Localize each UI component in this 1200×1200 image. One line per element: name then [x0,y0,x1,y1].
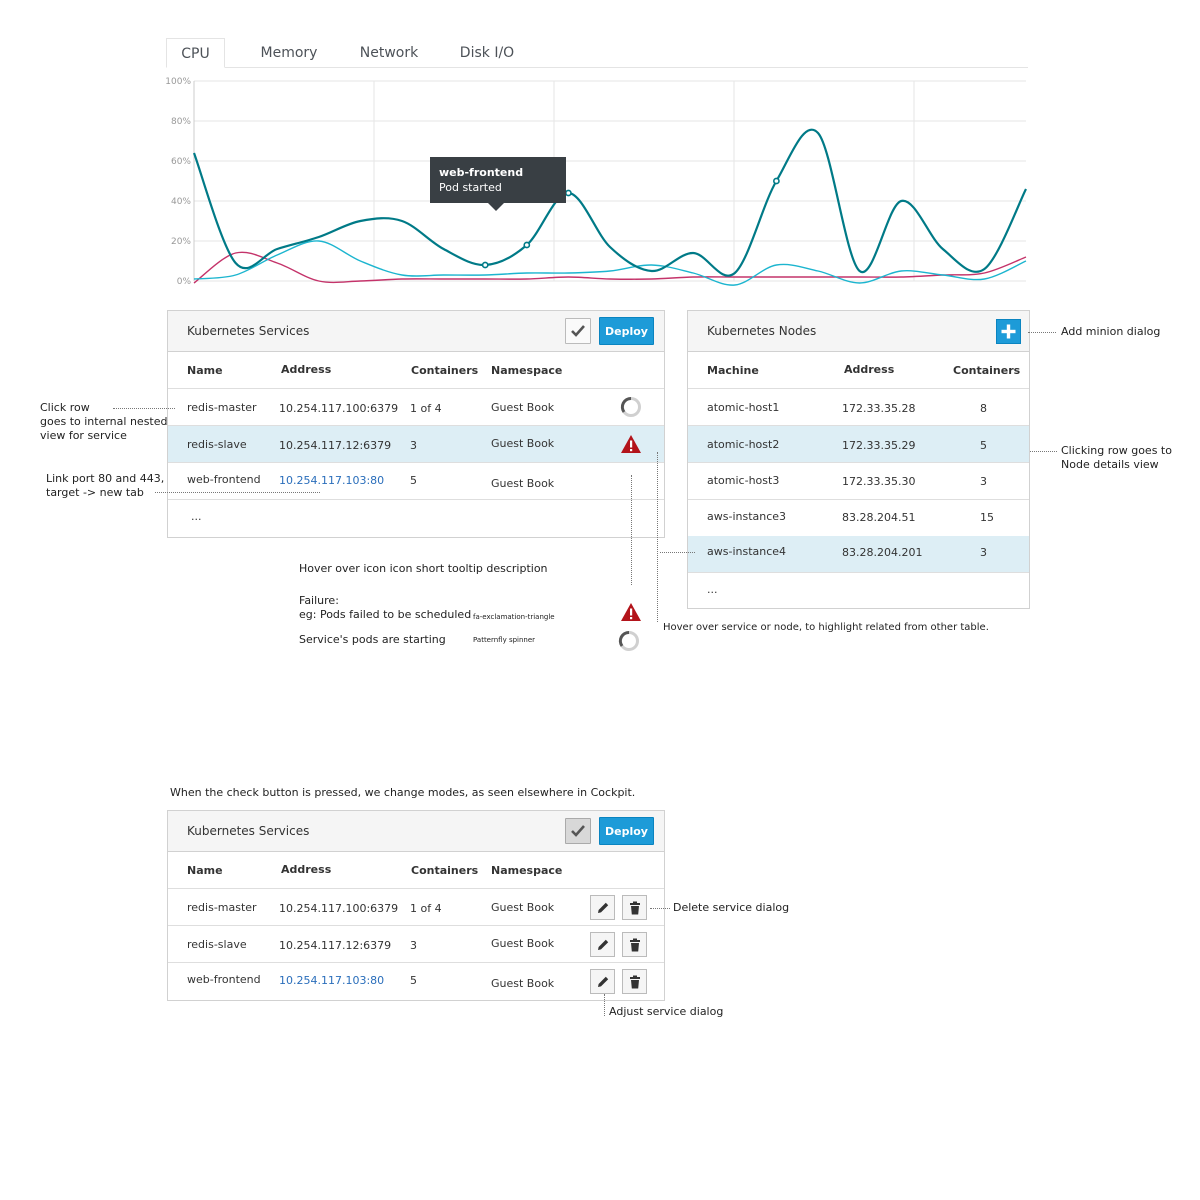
edit-button[interactable] [590,932,615,957]
table-row[interactable] [168,426,664,463]
tooltip-pointer [488,203,504,211]
cpu-usage-chart [160,72,1036,292]
annotation-node-row: Clicking row goes to [1061,444,1172,457]
service-address-link[interactable]: 10.254.117.103:80 [279,974,385,987]
service-address: 10.254.117.12:6379 [279,939,392,952]
annotation-starting: Service's pods are starting [299,633,446,646]
trash-icon [628,938,642,952]
annotation-leader [604,994,605,1016]
table-row[interactable] [688,426,1029,463]
series-line [194,130,1026,276]
plus-icon [1001,324,1016,339]
table-row[interactable] [688,500,1029,537]
check-icon [571,825,585,837]
col-machine: Machine [707,364,759,377]
annotation-leader [657,452,658,622]
delete-button[interactable] [622,895,647,920]
tooltip-text: Pod started [439,181,502,194]
pencil-icon [596,975,610,989]
service-containers: 3 [410,439,417,452]
node-address: 172.33.35.28 [842,402,916,415]
check-button[interactable] [565,318,591,344]
service-name: web-frontend [187,473,261,486]
table-row[interactable] [688,463,1029,500]
annotation-hover-icon: Hover over icon icon short tooltip description [299,562,548,575]
col-name: Name [187,364,223,377]
annotation-failure: Failure: [299,594,339,607]
service-namespace: Guest Book [491,401,555,414]
tab-cpu[interactable]: CPU [166,38,225,68]
annotation-delete-dialog: Delete service dialog [673,901,790,914]
table-row[interactable] [688,536,1029,573]
services-panel [167,310,665,538]
y-tick-label: 100% [165,77,191,87]
service-address: 10.254.117.12:6379 [279,439,392,452]
table-row[interactable] [168,963,664,999]
services-panel-header [168,311,664,352]
spinner-icon[interactable] [620,396,642,418]
spinner-icon [618,630,640,652]
annotation-link-port: Link port 80 and 443, [46,472,165,485]
node-address: 172.33.35.30 [842,475,916,488]
deploy-button[interactable]: Deploy [599,817,654,845]
trash-icon [628,901,642,915]
col-containers: Containers [411,364,479,377]
annotation-spinner-name: Patternfly spinner [473,636,536,644]
service-address-link[interactable]: 10.254.117.103:80 [279,474,385,487]
delete-button[interactable] [622,932,647,957]
annotation-leader [631,475,632,585]
node-machine: atomic-host1 [707,401,780,414]
delete-button[interactable] [622,969,647,994]
col-containers: Containers [411,864,479,877]
node-address: 83.28.204.201 [842,546,923,559]
node-containers: 15 [980,511,994,524]
chart-tooltip [430,157,566,203]
node-containers: 3 [980,546,987,559]
annotation-failure-icon-name: fa-exclamation-triangle [473,613,555,621]
node-containers: 8 [980,402,987,415]
annotation-leader [650,908,670,909]
annotation-check-mode: When the check button is pressed, we change modes, as seen elsewhere in Cockpit. [170,786,636,799]
node-machine: aws-instance3 [707,510,787,523]
event-marker [774,178,779,183]
table-row[interactable] [688,389,1029,426]
col-namespace: Namespace [491,364,563,377]
trash-icon [628,975,642,989]
tab-network[interactable]: Network [359,45,419,61]
col-address: Address [844,363,895,376]
annotation-node-row: Node details view [1061,458,1159,471]
y-tick-label: 40% [170,197,191,207]
col-address: Address [281,863,332,876]
table-row[interactable] [168,889,664,926]
exclamation-triangle-icon[interactable] [620,434,642,454]
col-containers: Containers [953,364,1021,377]
service-namespace: Guest Book [491,937,555,950]
services-panel-edit-mode [167,810,665,1001]
more-rows: ... [707,583,718,596]
tooltip-title: web-frontend [439,166,524,179]
service-containers: 1 of 4 [410,402,442,415]
service-name: redis-slave [187,438,247,451]
event-marker [566,190,571,195]
event-marker [483,262,488,267]
annotation-leader [1028,332,1056,333]
y-tick-label: 60% [170,157,191,167]
service-namespace: Guest Book [491,477,555,490]
more-rows: ... [191,510,202,523]
service-address: 10.254.117.100:6379 [279,402,399,415]
service-address: 10.254.117.100:6379 [279,902,399,915]
nodes-panel [687,310,1030,609]
annotation-link-port: target -> new tab [46,486,144,499]
table-row[interactable] [168,926,664,963]
exclamation-triangle-icon [620,602,642,622]
services-panel-header [168,811,664,852]
annotation-leader [660,552,695,553]
service-namespace: Guest Book [491,977,555,990]
series-line [194,252,1026,283]
event-marker [524,242,529,247]
col-address: Address [281,363,332,376]
service-containers: 3 [410,939,417,952]
panel-title: Kubernetes Services [187,824,310,838]
annotation-click-row: goes to internal nested [40,415,168,428]
edit-button[interactable] [590,969,615,994]
table-row[interactable] [168,389,664,426]
edit-button[interactable] [590,895,615,920]
annotation-leader [113,408,175,409]
annotation-click-row: Click row [40,401,90,414]
service-name: redis-slave [187,938,247,951]
tab-disk-io[interactable]: Disk I/O [459,45,515,61]
service-containers: 5 [410,974,417,987]
annotation-adjust-dialog: Adjust service dialog [609,1005,724,1018]
service-name: redis-master [187,401,257,414]
service-namespace: Guest Book [491,901,555,914]
annotation-leader [1030,451,1057,452]
pencil-icon [596,938,610,952]
annotation-hover-highlight: Hover over service or node, to highlight related from other table. [663,622,989,633]
table-row[interactable] [168,463,664,500]
service-name: redis-master [187,901,257,914]
check-icon [571,325,585,337]
nodes-panel-header [688,311,1029,352]
col-name: Name [187,864,223,877]
node-containers: 3 [980,475,987,488]
annotation-add-minion: Add minion dialog [1061,325,1161,338]
y-tick-label: 0% [176,277,191,287]
deploy-button[interactable]: Deploy [599,317,654,345]
col-namespace: Namespace [491,864,563,877]
node-address: 83.28.204.51 [842,511,916,524]
tab-memory[interactable]: Memory [260,45,318,61]
annotation-leader [155,492,320,493]
panel-title: Kubernetes Nodes [707,324,817,338]
node-machine: atomic-host2 [707,438,780,451]
service-containers: 5 [410,474,417,487]
annotation-failure: eg: Pods failed to be scheduled [299,608,472,621]
service-namespace: Guest Book [491,437,555,450]
node-containers: 5 [980,439,987,452]
panel-title: Kubernetes Services [187,324,310,338]
add-node-button[interactable] [996,319,1021,344]
y-tick-label: 80% [170,117,191,127]
check-button[interactable] [565,818,591,844]
node-machine: aws-instance4 [707,545,787,558]
y-tick-label: 20% [170,237,191,247]
metric-tabs [166,38,1028,68]
node-address: 172.33.35.29 [842,439,916,452]
pencil-icon [596,901,610,915]
annotation-click-row: view for service [40,429,127,442]
service-containers: 1 of 4 [410,902,442,915]
node-machine: atomic-host3 [707,474,780,487]
service-name: web-frontend [187,973,261,986]
